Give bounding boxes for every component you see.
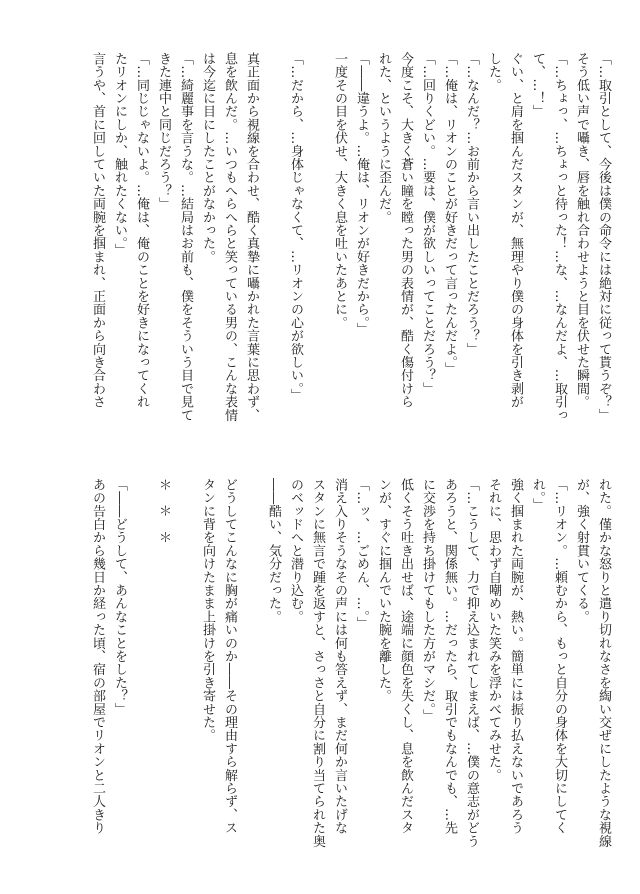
text-line: たリオンにしか、触れたくない。」	[112, 52, 127, 257]
text-line: した。	[486, 52, 501, 92]
text-line: ぐい、と肩を掴んだスタンが、無理やり僕の身体を引き剥が	[508, 52, 523, 409]
text-line: 「――どうして、あんなことをした？」	[112, 478, 127, 716]
text-line: に交渉を持ち掛けてもした方がマシだ。」	[420, 478, 435, 723]
text-line: ンが、すぐに掴んでいた腕を離した。	[376, 478, 391, 703]
text-line: のベッドへと潜り込む。	[288, 478, 303, 624]
text-line	[130, 478, 152, 858]
text-line: 一度その目を伏せ、大きく息を吐いたあとに。	[332, 52, 347, 330]
text-line: スタンに無言で踵を返すと、さっさと自分に割り当てられた奥	[310, 478, 325, 848]
text-line: ＊ ＊ ＊	[156, 478, 171, 544]
text-line: 「…だから、…身体じゃなくて、…リオンの心が欲しい。」	[288, 52, 303, 402]
text-line	[174, 478, 196, 858]
text-line: 「…こうして、力で抑え込まれてしまえば、…僕の意志がどう	[464, 478, 479, 848]
text-line: 「…ッ、…ごめん、…。」	[354, 478, 369, 630]
text-line: そう低い声で囁き、唇を触れ合わせようと目を伏せた瞬間。	[574, 52, 589, 409]
text-line: 低くそう吐き出せば、途端に顔色を失くし、息を飲んだスタ	[398, 478, 413, 835]
text-line	[262, 52, 284, 412]
text-line: れた、というように歪んだ。	[376, 52, 391, 224]
lower-text-block	[14, 478, 614, 858]
text-line: て、…！」	[530, 52, 545, 118]
text-line: 今度こそ、大きく蒼い瞳を瞠った男の表情が、酷く傷付けら	[398, 52, 413, 409]
text-line: それに、思わず自嘲めいた笑みを浮かべてみせた。	[486, 478, 501, 782]
text-line: 「…ちょっ、…ちょっと待った！…な、…なんだよ、…取引っ	[552, 52, 567, 422]
text-line: 真正面から視線を合わせ、酷く真摯に囁かれた言葉に思わず、	[244, 52, 259, 422]
text-line: 「…回りくどい。…要は、僕が欲しいってことだろう？」	[420, 52, 435, 396]
text-line: きた連中と同じだろう？」	[156, 52, 171, 211]
text-line: 「…同じじゃないよ。…俺は、俺のことを好きになってくれ	[134, 52, 149, 409]
text-line: ――酷い、気分だった。	[266, 478, 281, 624]
text-line: 言うや、首に回していた両腕を掴まれ、正面から向き合わさ	[90, 52, 105, 409]
text-line: は今迄に目にしたことがなかった。	[200, 52, 215, 264]
text-line: 息を飲んだ。…いつもへらへらと笑っている男の、こんな表情	[222, 52, 237, 422]
text-line: が、強く射貫いてくる。	[574, 478, 589, 624]
text-line	[306, 52, 328, 412]
text-line	[240, 478, 262, 858]
text-line: 「…なんだ？…お前から言い出したことだろう？」	[464, 52, 479, 356]
text-line: れた。僅かな怒りと遣り切れなさを綯い交ぜにしたような視線	[596, 478, 611, 848]
text-line: 「…リオン。…頼むから、もっと自分の身体を大切にしてく	[552, 478, 567, 835]
text-line: タンに背を向けたまま上掛けを引き寄せた。	[200, 478, 215, 742]
text-line: どうしてこんなに胸が痛いのか――その理由すら解らず、ス	[222, 478, 237, 835]
text-line: あの告白から幾日か経った頃、宿の部屋でリオンと二人きり	[90, 478, 105, 835]
text-line: 消え入りそうなその声には何も答えず、まだ何か言いたげな	[332, 478, 347, 835]
text-line: 強く掴まれた両腕が、熱い。簡単には振り払えないであろう	[508, 478, 523, 835]
text-line: 「…俺は、リオンのことが好きだって言ったんだよ。」	[442, 52, 457, 376]
text-line: 「…綺麗事を言うな。…結局はお前も、僕をそういう目で見て	[178, 52, 193, 422]
upper-text-block	[14, 52, 614, 422]
text-line: 「…取引として、今後は僕の命令には絶対に従って貰うぞ？」	[596, 52, 611, 422]
text-line: れ。」	[530, 478, 545, 512]
text-line: 「――違うよ。…俺は、リオンが好きだから。」	[354, 52, 369, 336]
text-line: あろうと、関係無い。…だったら、取引でもなんでも、…先	[442, 478, 457, 835]
